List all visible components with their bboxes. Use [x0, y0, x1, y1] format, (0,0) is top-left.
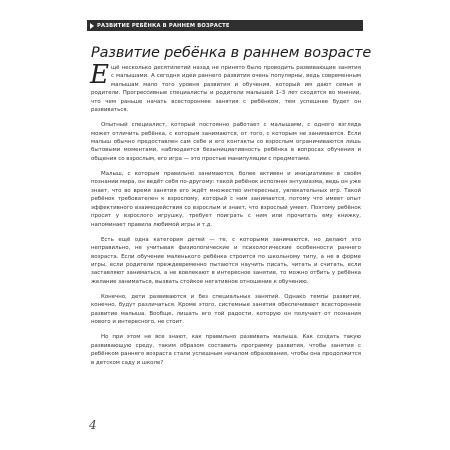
paragraph-4: Есть ещё одна категория детей — те, с которыми занимаются, но делают это неправильно, не учитывая физиологические и психологические особенности раннего возраста. Если обучение маленького ребёнка строится по школьному типу, а не в форме игры, если родители преждевременно пытаются научить писать, читать и считать, если заставляют заниматься, а не вовлекают в интересное занятие, то можно отбить у ребёнка желание заниматься, вызвать стойкое негативное отношение к обучению.: [91, 236, 361, 285]
paragraph-3: Малыш, с которым правильно занимаются, более активен и инициативен в своём познании мира, он ведёт себя по-другому: такой ребёнок исполнен энтузиазма, ведь он уже знает, что во время занятия его ждёт множество интересных, увлекательных игр. Такой ребёнок требователен к взрослому, который с ним занимается, потому что имеет опыт эффективного взаимодействия со взрослым и знает, что взрослый умеет. Поэтому ребёнок просит у взрослого игрушку, требует поиграть с ним или прочитать ему книжку, напоминает правила любимой игры и т.д.: [91, 171, 361, 228]
drop-cap: Е: [90, 60, 109, 90]
page-title: Развитие ребёнка в раннем возрасте: [91, 45, 372, 61]
triangle-marker-icon: [90, 23, 94, 29]
page-number: 4: [89, 418, 97, 432]
paragraph-2: Опытный специалист, который постоянно работает с малышами, с одного взгляда может отличить ребёнка, с которым занимаются, от того, с которым не занимаются. Если малыш обычно предоставлен сам себе и его контакты со взрослым ограничиваются лишь бытовыми моментами, наблюдается безынициативность ребёнка в вопросах обучения и общения со взрослым, его игра — это простые манипуляции с предметами.: [91, 122, 361, 162]
body-text: [90, 60, 361, 367]
section-header-bar: [87, 20, 363, 31]
paragraph-6: Но при этом не все знают, как правильно развивать малыша. Как создать такую развивающую среду, таким образом составить программу развития, чтобы занятия с ребёнком раннего возраста стали успешным началом образования, чтобы она продолжится в детском саду и школе?: [91, 334, 361, 366]
paragraph-text: щё несколько десятилетий назад не принято было проводить развивающие занятия с малышами. А сегодня идеи раннего развития очень популярны, ведь современным малышам мало того уровня развития и обучения, который им дают семья и родители. Прогрессивные специалисты и родители малышей 1–3 лет сходятся во мнении, что чем раньше начать всестороннее занятия с ребёнком, тем успешнее будет он развиваться.: [91, 65, 361, 114]
paragraph-1: [90, 60, 361, 114]
paragraph-5: Конечно, дети развиваются и без специальных занятий. Однако темпы развития, конечно, будут различаться. Кроме этого, системные занятия обеспечивают всестороннее развитие малыша. Вообще, лишать его той радости, которую он получает от познания нового и интересного, не стоит.: [91, 293, 361, 326]
section-header-label: РАЗВИТИЕ РЕБЁНКА В РАННЕМ ВОЗРАСТЕ: [97, 22, 230, 29]
